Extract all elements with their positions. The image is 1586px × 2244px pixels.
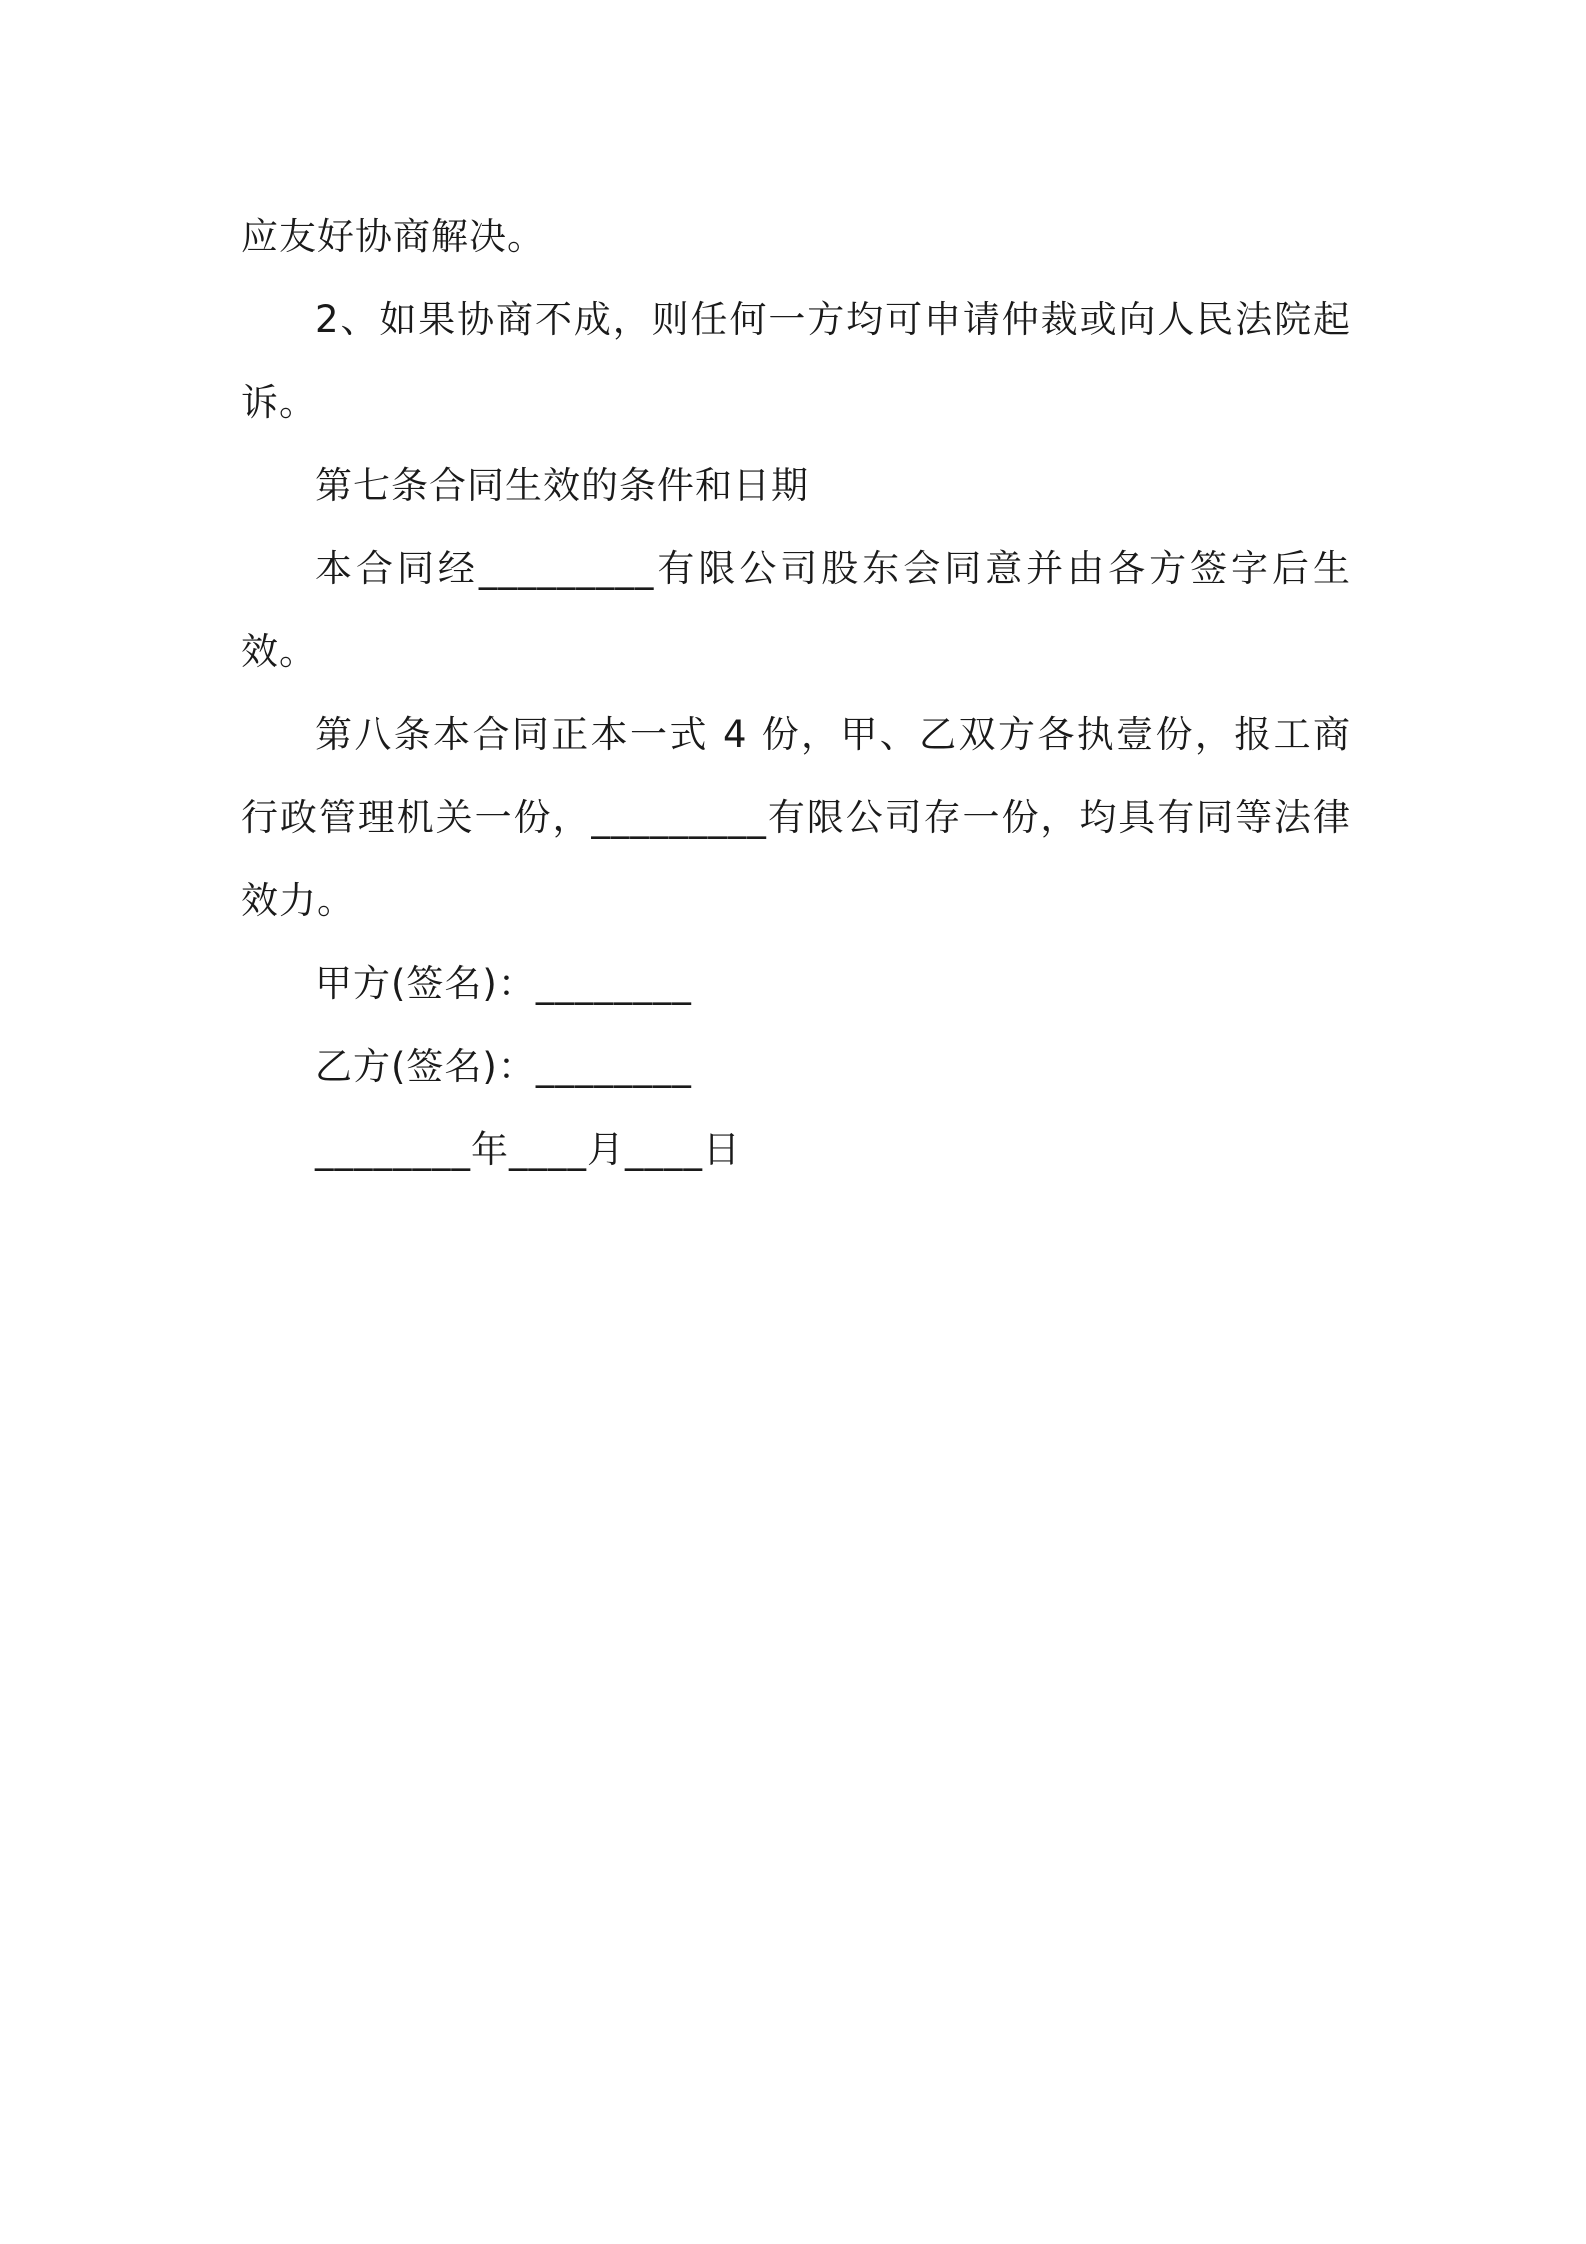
document-body: [241, 195, 1351, 1191]
paragraph-effective-condition: 本合同经_________有限公司股东会同意并由各方签字后生效。: [241, 547, 1351, 673]
party-a-signature-line: 甲方(签名)：________: [315, 962, 692, 1005]
paragraph-dispute-continuation: 应友好协商解决。: [241, 215, 545, 258]
paragraph-arbitration-clause: 2、如果协商不成，则任何一方均可申请仲裁或向人民法院起诉。: [241, 298, 1351, 424]
date-line: ________年____月____日: [315, 1128, 741, 1171]
article-8-copies-clause: 第八条本合同正本一式 4 份，甲、乙双方各执壹份，报工商行政管理机关一份，_________有限公司存一份，均具有同等法律效力。: [241, 713, 1351, 922]
article-7-heading: 第七条合同生效的条件和日期: [315, 464, 809, 507]
party-b-signature-line: 乙方(签名)：________: [315, 1045, 692, 1088]
